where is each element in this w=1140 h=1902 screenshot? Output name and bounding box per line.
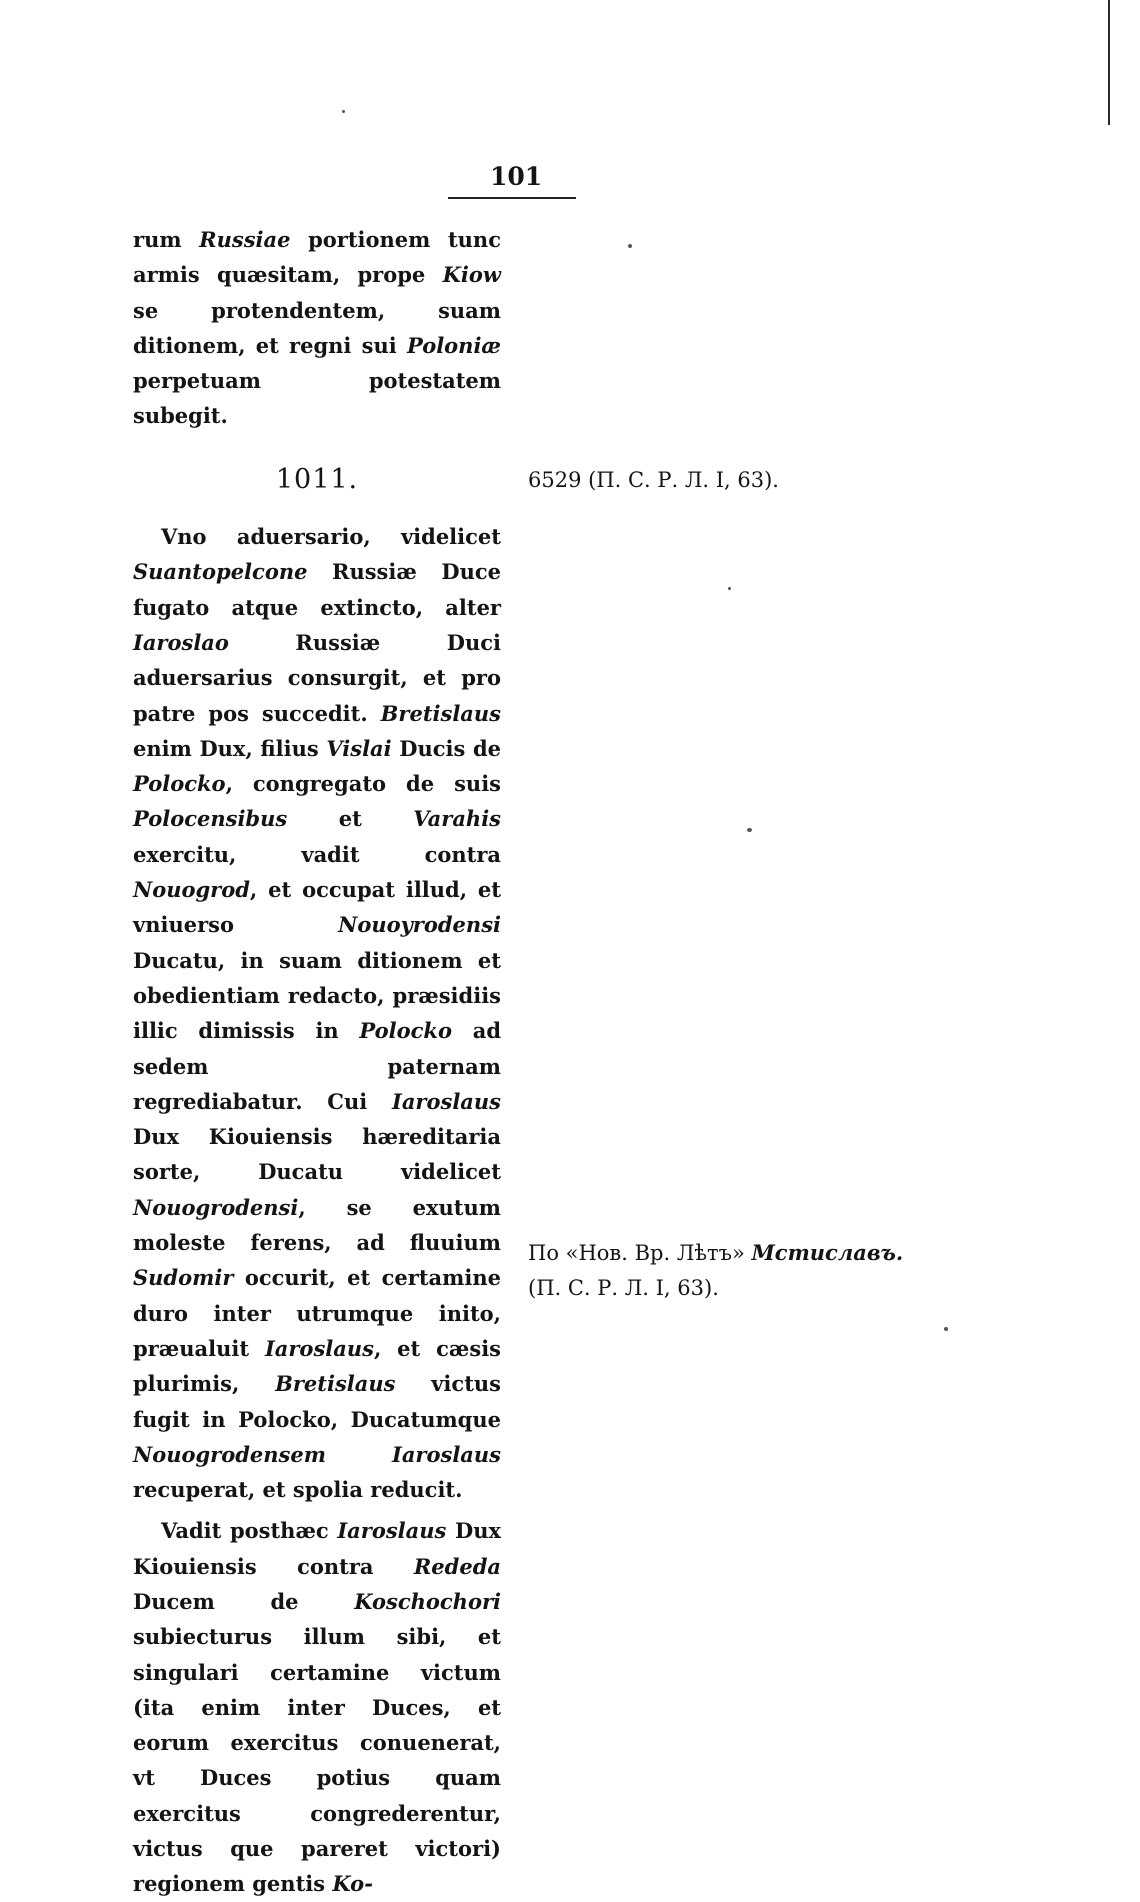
italic-name: Nouogrodensem Iaroslaus [133, 1441, 501, 1467]
italic-name: Russiae [199, 227, 291, 252]
italic-name: Bretislaus [380, 700, 501, 726]
continuation-paragraph [133, 222, 501, 434]
scan-speck [342, 110, 345, 113]
scan-edge-line [1108, 0, 1110, 125]
text-run: subiecturus illum sibi, et singulari certamine victum (ita enim inter Duces, et eorum exercitus conuenerat, vt Duces potius quam exercitus congrederentur, victus que pareret victori) regionem gentis [133, 1624, 501, 1897]
text-run: portionem tunc armis quæsitam, prope [133, 227, 501, 288]
side-note-first: 6529 (П. С. Р. Л. I, 63). [528, 468, 779, 492]
italic-name: Suantopelcone [133, 559, 308, 585]
italic-name: Iaroslaus [392, 1088, 501, 1114]
side-note-second-line-one [528, 1235, 903, 1271]
text-run: Dux Kiouiensis contra [133, 1518, 501, 1579]
text-run: Ducatu, in suam ditionem et obedientiam redacto, præsidiis illic dimissis in [133, 947, 501, 1044]
italic-name: Bretislaus [275, 1371, 396, 1397]
italic-name: Sudomir [133, 1265, 234, 1291]
text-run: victus fugit in Polocko, Ducatumque [133, 1371, 501, 1432]
italic-name: Nouogrodensi [133, 1194, 299, 1220]
text-run: Vno aduersario, videlicet [161, 524, 501, 550]
text-run: enim Dux, filius [133, 735, 327, 761]
year-heading: 1011. [275, 463, 359, 495]
italic-name: Nouoyrodensi [338, 912, 501, 938]
scan-speck [747, 828, 752, 832]
text-run: Ducis de [391, 735, 502, 761]
text-run: Ducem de [133, 1588, 355, 1614]
text-run: et [287, 806, 414, 832]
side-note-second [528, 1235, 903, 1306]
main-text-column [133, 222, 501, 1902]
italic-name: Nouogrod [133, 877, 250, 903]
text-run: rum [133, 227, 200, 252]
italic-name: Iaroslaus [264, 1335, 374, 1361]
italic-name: Poloniæ [406, 332, 501, 358]
text-run: , congregato de suis [225, 771, 501, 797]
text-run: perpetuam potestatem subegit. [133, 368, 501, 429]
italic-name: Varahis [413, 806, 501, 832]
italic-name: Vislai [326, 735, 392, 761]
italic-name: Koschochori [354, 1588, 501, 1614]
page-number: 101 [490, 162, 543, 191]
italic-name: Iaroslaus [337, 1518, 447, 1544]
italic-name: Ko- [332, 1871, 373, 1897]
side-note-second-prefix: По «Нов. Вр. Лѣтъ» [528, 1241, 752, 1265]
italic-name: Rededa [413, 1553, 501, 1579]
italic-name: Polocko [133, 771, 226, 797]
text-run: ad sedem paternam regrediabatur. Cui [133, 1018, 501, 1114]
text-run: Dux Kiouiensis hæreditaria sorte, Ducatu videlicet [133, 1124, 501, 1185]
text-run: Russiæ Duci aduersarius consurgit, et pro patre pos succedit. [133, 629, 501, 726]
text-run: , et occupat illud, et vniuerso [133, 877, 501, 938]
scan-speck [628, 244, 632, 248]
side-note-second-italic: Мстиславъ. [751, 1240, 904, 1265]
text-run: exercitu, vadit contra [133, 841, 501, 867]
italic-name: Polocko [359, 1018, 452, 1044]
text-run: recuperat, et spolia reducit. [133, 1477, 463, 1503]
text-run: occurit, et certamine duro inter utrumque inito, præualuit [133, 1265, 501, 1361]
italic-name: Iaroslao [133, 629, 229, 655]
text-run: , et cæsis plurimis, [133, 1335, 501, 1397]
scan-speck [728, 587, 731, 590]
italic-name: Kiow [442, 262, 501, 288]
text-run: se protendentem, suam ditionem, et regni sui [133, 297, 501, 358]
scan-speck [944, 1327, 948, 1331]
text-run: Russiæ Duce fugato atque extincto, alter [133, 559, 501, 620]
text-run: Vadit posthæc [161, 1518, 338, 1544]
italic-name: Polocensibus [133, 806, 288, 832]
page-number-rule [448, 197, 576, 199]
paragraph-one [133, 519, 501, 1507]
text-run: , se exutum moleste ferens, ad fluuium [133, 1194, 501, 1256]
side-note-second-line-two: (П. С. Р. Л. I, 63). [528, 1276, 719, 1300]
